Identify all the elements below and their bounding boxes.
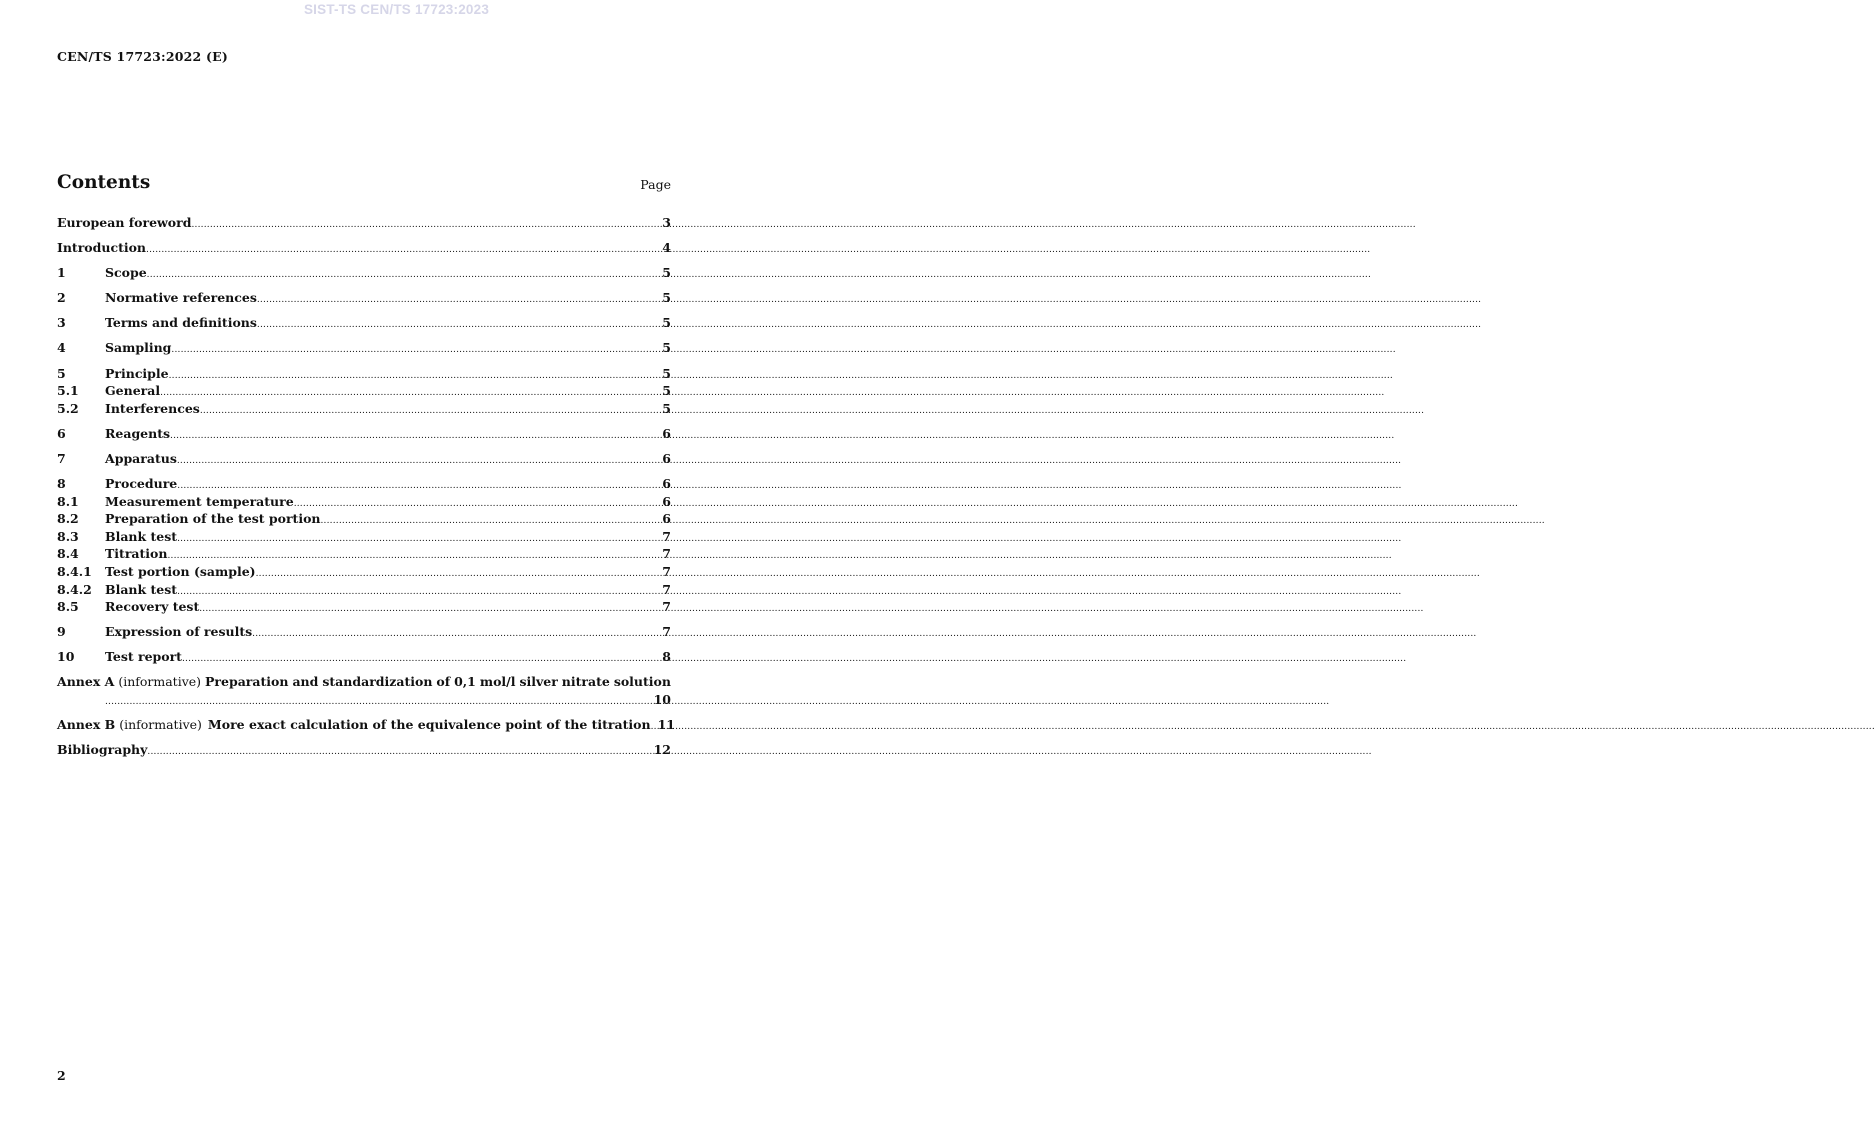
toc-entry-page: 5	[662, 315, 671, 331]
toc-annex-a[interactable]	[57, 673, 671, 691]
toc-entry[interactable]	[57, 264, 671, 282]
toc-entry-page: 5	[662, 365, 671, 381]
toc-entry-number: 8.4.1	[57, 564, 92, 579]
toc-entry[interactable]	[57, 214, 671, 232]
toc-entry-page: 8	[662, 649, 671, 665]
annex-a-title-word: nitrate	[561, 674, 610, 690]
toc-entry[interactable]	[57, 623, 671, 641]
toc-entry[interactable]	[57, 314, 671, 332]
dot-leader	[200, 400, 661, 421]
toc-entry[interactable]	[57, 493, 671, 511]
toc-entry-page: 6	[662, 476, 671, 492]
toc-entry[interactable]	[57, 598, 671, 616]
toc-entry[interactable]	[57, 450, 671, 468]
toc-entry-title: General	[105, 383, 161, 399]
toc-entry-number: 8.4.2	[57, 581, 92, 597]
dot-leader	[147, 264, 662, 285]
page-column-label: Page	[640, 177, 671, 192]
annex-a-title-word: of	[436, 674, 451, 690]
annex-a-title-word: standardization	[322, 674, 433, 690]
toc-bibliography[interactable]	[57, 741, 671, 759]
toc-entry[interactable]	[57, 425, 671, 443]
annex-b-page: 11	[657, 717, 675, 733]
toc-entry-title: Principle	[105, 365, 169, 381]
toc-entry-title: Preparation of the test portion	[105, 511, 321, 527]
toc-entry-page: 7	[662, 624, 671, 640]
toc-entry-page: 5	[662, 340, 671, 356]
toc-entry-title: Blank test	[105, 581, 178, 597]
toc-entry[interactable]	[57, 563, 671, 581]
toc-entry-title: Recovery test	[105, 599, 200, 615]
toc-entry[interactable]	[57, 400, 671, 418]
toc-entry-page: 6	[662, 493, 671, 509]
dot-leader	[147, 741, 652, 762]
annex-a-informative: (informative)	[118, 674, 202, 690]
watermark: SIST-TS CEN/TS 17723:2023	[303, 2, 490, 17]
toc-entry-page: 7	[662, 546, 671, 562]
annex-b-title: More exact calculation of the equivalence point of the titration	[207, 717, 651, 733]
toc-entry-page: 5	[662, 400, 671, 416]
toc-entry-number: 8.5	[57, 599, 79, 615]
toc-entry-number: 8.1	[57, 493, 79, 509]
toc-entry[interactable]	[57, 239, 671, 257]
dot-leader	[191, 214, 661, 235]
dot-leader	[170, 425, 661, 446]
toc-entry-page: 6	[662, 450, 671, 466]
toc-entry-number: 8.2	[57, 511, 79, 527]
toc-entry-number: 9	[57, 624, 66, 640]
contents-title: Contents	[57, 172, 151, 193]
page-number: 2	[57, 1068, 66, 1083]
dot-leader	[105, 691, 653, 712]
dot-leader	[257, 289, 661, 310]
toc-entry[interactable]	[57, 475, 671, 493]
bibliography-title: Bibliography	[57, 742, 148, 758]
annex-a-title-word: mol/l	[479, 674, 516, 690]
dot-leader	[257, 314, 661, 335]
toc-entry-title: Introduction	[57, 240, 147, 256]
toc-entry[interactable]	[57, 545, 671, 563]
document-id: CEN/TS 17723:2022 (E)	[57, 49, 228, 64]
toc-entry-title: Measurement temperature	[105, 493, 294, 509]
toc-entry-title: Terms and definitions	[105, 315, 257, 331]
toc-entry-number: 4	[57, 340, 66, 356]
toc-annex-a-continuation[interactable]	[57, 691, 671, 709]
toc-entry-page: 6	[662, 511, 671, 527]
toc-entry[interactable]	[57, 289, 671, 307]
toc-entry-page: 5	[662, 290, 671, 306]
annex-b-informative: (informative)	[119, 717, 202, 733]
toc-entry-title: Interferences	[105, 400, 200, 416]
annex-a-page: 10	[653, 692, 671, 708]
toc-entry-number: 5.1	[57, 383, 79, 399]
toc-entry-title: Blank test	[105, 528, 178, 544]
toc-entry[interactable]	[57, 510, 671, 528]
annex-a-title-word: and	[292, 674, 319, 690]
toc-entry[interactable]	[57, 382, 671, 400]
toc-entry-title: Apparatus	[105, 450, 177, 466]
toc-entry-number: 3	[57, 315, 66, 331]
toc-entry-number: 7	[57, 450, 66, 466]
toc-entry-page: 5	[662, 383, 671, 399]
toc-entry-page: 7	[662, 581, 671, 597]
toc-entry-title: European foreword	[57, 215, 192, 230]
toc-entry-title: Scope	[105, 265, 147, 281]
toc-entry[interactable]	[57, 648, 671, 666]
dot-leader	[177, 450, 661, 471]
toc-entry-number: 8.4	[57, 546, 79, 562]
toc-entry-page: 7	[662, 599, 671, 615]
toc-annex-b[interactable]	[57, 716, 675, 734]
dot-leader	[252, 623, 661, 644]
toc-entry-number: 10	[57, 649, 75, 665]
toc-entry-title: Test report	[105, 649, 182, 665]
toc-entry-page: 6	[662, 425, 671, 441]
toc-entry-title: Reagents	[105, 425, 171, 441]
annex-a-title-word: 0,1	[454, 674, 476, 690]
dot-leader	[182, 648, 661, 669]
dot-leader	[199, 598, 661, 619]
annex-a-title-word: Preparation	[205, 674, 289, 690]
toc-entry-number: 8.3	[57, 528, 79, 544]
toc-entry-number: 8	[57, 476, 66, 492]
toc-entry-page: 7	[662, 564, 671, 579]
toc-entries	[57, 214, 671, 666]
toc-entry-number: 6	[57, 425, 66, 441]
annex-a-title-word: solution	[613, 674, 671, 690]
toc-entry-title: Titration	[105, 546, 168, 562]
toc-entry[interactable]	[57, 365, 671, 383]
annex-b-label: Annex B	[57, 717, 116, 733]
dot-leader	[146, 239, 661, 260]
toc-entry-number: 2	[57, 290, 66, 306]
toc-entry-page: 7	[662, 528, 671, 544]
toc-entry-number: 5.2	[57, 400, 79, 416]
toc-entry[interactable]	[57, 339, 671, 357]
toc-entry[interactable]	[57, 528, 671, 546]
toc-entry-number: 1	[57, 265, 66, 281]
toc-entry-title: Normative references	[105, 290, 257, 306]
bibliography-page: 12	[653, 742, 671, 758]
table-of-contents	[57, 214, 675, 759]
toc-entry-number: 5	[57, 365, 66, 381]
toc-entry-page: 4	[662, 240, 671, 256]
toc-entry-page: 3	[662, 215, 671, 230]
toc-entry-title: Expression of results	[105, 624, 253, 640]
annex-a-label: Annex A	[57, 674, 115, 690]
toc-entry[interactable]	[57, 581, 671, 599]
toc-entry-title: Procedure	[105, 476, 178, 492]
annex-a-title-word: silver	[519, 674, 558, 690]
toc-entry-page: 5	[662, 265, 671, 281]
toc-entry-title: Sampling	[105, 340, 172, 356]
toc-entry-title: Test portion (sample)	[105, 564, 256, 579]
dot-leader	[171, 339, 661, 360]
